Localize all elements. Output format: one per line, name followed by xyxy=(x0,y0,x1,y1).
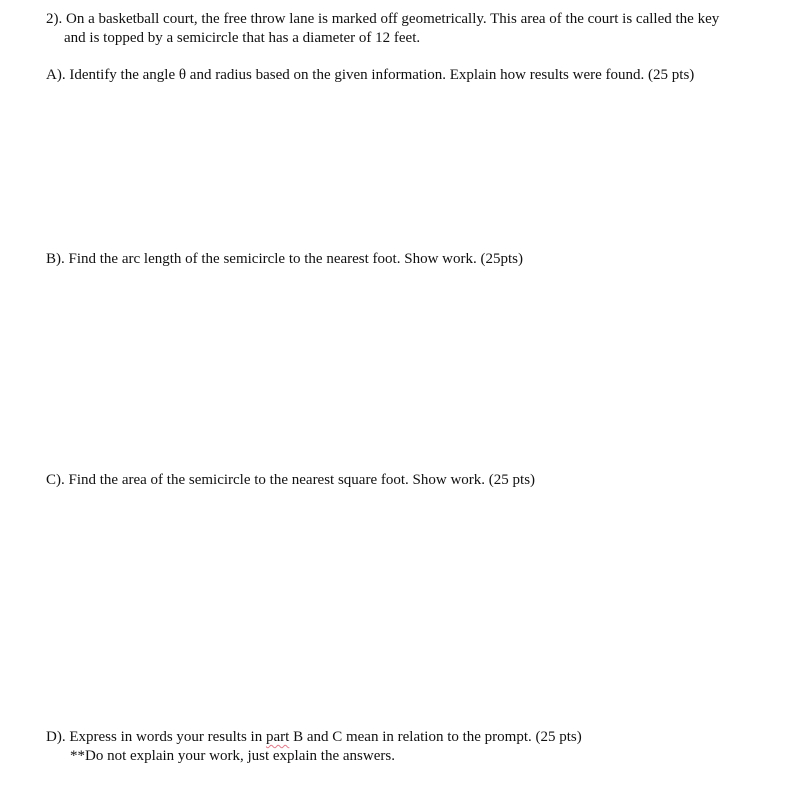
part-d-question xyxy=(46,728,582,747)
part-c-question: C). Find the area of the semicircle to the nearest square foot. Show work. (25 pts) xyxy=(46,472,536,488)
question-prompt-line-1: 2). On a basketball court, the free throw lane is marked off geometrically. This area of the court is called the key xyxy=(46,11,720,27)
part-d-text-start: D). Express in words your results in xyxy=(46,729,266,745)
part-a-question: A). Identify the angle θ and radius based on the given information. Explain how results were found. (25 pts) xyxy=(46,67,695,83)
part-d-text-end: B and C mean in relation to the prompt. (25 pts) xyxy=(289,729,582,745)
question-prompt-line-2: and is topped by a semicircle that has a diameter of 12 feet. xyxy=(64,30,421,46)
part-b-question: B). Find the arc length of the semicircle to the nearest foot. Show work. (25pts) xyxy=(46,251,523,267)
spellcheck-flagged-word: part xyxy=(265,729,290,745)
part-d-note: **Do not explain your work, just explain the answers. xyxy=(70,748,395,764)
